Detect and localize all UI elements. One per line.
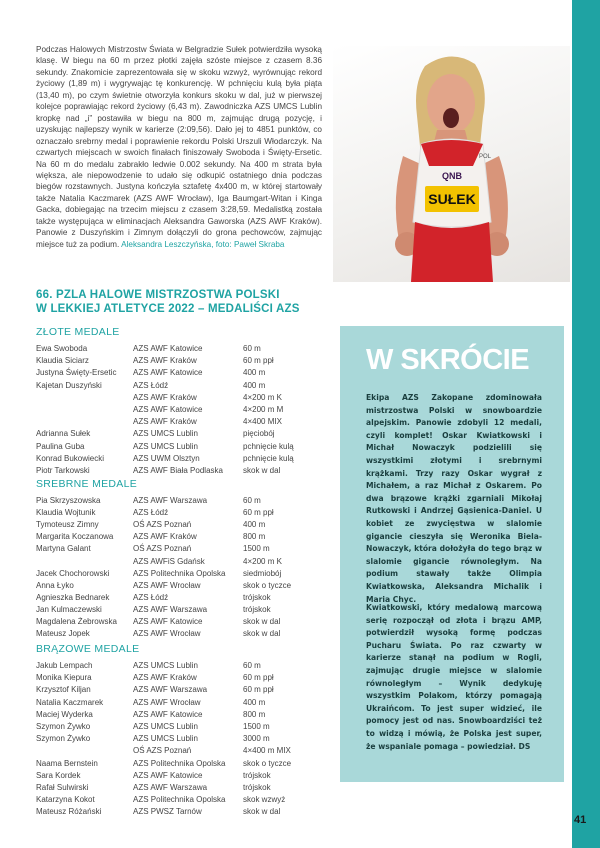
summary-paragraph-2: Kwiatkowski, który medalową marcową serię rozpoczął od złota i brązu AMP, potwierdził wysoką formę podczas Pucharu Świata. Po raz czwarty w karierze stanął na podium w Rogli, zajmując drugie miejsce w slalomie równoległym – Wynik dedykuję wszystkim Polakom, którzy pomagają Ukraińcom. To jest super widzieć, ile pomocy jest od nas. Snowboardziści też to widzą i mówią, że Polska jest super, że wspaniale pomaga – powiedział. DS [366, 603, 542, 751]
club-name: AZS UMCS Lublin [133, 734, 198, 744]
event-name: skok w dal [243, 807, 281, 817]
club-name: AZS Łódź [133, 508, 169, 518]
summary-title: W SKRÓCIE [366, 344, 530, 376]
athlete-name: Pia Skrzyszowska [36, 496, 101, 505]
event-name: 1500 m [243, 722, 270, 731]
club-name: AZS AWF Katowice [133, 405, 203, 414]
club-name: AZS Łódź [133, 380, 169, 390]
club-name: AZS UMCS Lublin [133, 429, 198, 439]
club-name: AZS AWF Wrocław [133, 697, 201, 707]
bronze-heading: BRĄZOWE MEDALE [36, 643, 140, 655]
event-name: trójskok [243, 770, 271, 780]
club-name: AZS AWF Warszawa [133, 783, 208, 792]
event-name: trójskok [243, 783, 271, 792]
club-name: AZS Łódź [133, 592, 169, 602]
club-name: AZS UMCS Lublin [133, 661, 198, 670]
club-name: AZS AWF Katowice [133, 709, 203, 719]
event-name: 400 m [243, 380, 266, 390]
athlete-name: Konrad Bukowiecki [36, 453, 105, 463]
event-name: skok w dal [243, 629, 281, 639]
club-name: AZS AWF Katowice [133, 344, 203, 353]
athlete-name: Natalia Kaczmarek [36, 697, 104, 707]
results-title-line1: 66. PZLA HALOWE MISTRZOSTWA POLSKI [36, 289, 280, 301]
athlete-name: Klaudia Siciarz [36, 356, 89, 366]
club-name: AZS UMCS Lublin [133, 722, 198, 731]
club-name: AZS AWF Kraków [133, 532, 197, 542]
club-name: OŚ AZS Poznań [133, 746, 192, 756]
results-title-line2: W LEKKIEJ ATLETYCE 2022 – MEDALIŚCI AZS [36, 303, 300, 315]
club-name: AZS AWF Kraków [133, 417, 197, 427]
club-name: AZS Politechnika Opolska [133, 568, 226, 578]
athlete-name: Magdalena Żebrowska [36, 617, 117, 626]
results-title [36, 288, 336, 316]
event-name: 60 m [243, 661, 261, 670]
athlete-name: Krzysztof Kiljan [36, 685, 91, 695]
athlete-name: Mateusz Jopek [36, 629, 90, 639]
event-name: skok w dal [243, 466, 281, 475]
athlete-name: Piotr Tarkowski [36, 466, 90, 475]
event-name: skok o tyczce [243, 758, 292, 768]
event-name: 60 m ppł [243, 508, 274, 518]
club-name: OŚ AZS Poznań [133, 520, 192, 530]
athlete-name: Sara Kordek [36, 770, 81, 780]
bib-name: SUŁEK [428, 191, 476, 207]
event-name: trójskok [243, 592, 271, 602]
athlete-name: Naama Bernstein [36, 758, 98, 768]
athlete-name: Rafał Sulwirski [36, 783, 89, 792]
athlete-name: Monika Kiepura [36, 673, 92, 683]
summary-paragraph-1: Ekipa AZS Zakopane zdominowała mistrzostwa Polski w snowboardzie alpejskim. Panowie zdobyli 12 medali, czyli komplet! Oskar Kwiatkowski i Michał Nowaczyk podzielili się wszystkimi złotymi i srebrnymi krążkami. Trzy razy Oskar wygrał z Michałem, a raz Michał z Oskarem. Po dwa brązowe krążki zgarniali Mikołaj Rutkowski i Andrzej Gąsienica-Daniel. U kobiet ze zwycięstwa w slalomie gigancie cieszyła się Weronika Biela-Nowaczyk, która dołożyła do tego brąz w slalomie gigancie równoległym. Na podium stawały także Olimpia Kwiatkowska, Aleksandra Michalik i Maria Chyc. [366, 393, 542, 604]
athlete-name: Tymoteusz Zimny [36, 520, 99, 530]
photo-caption: Aleksandra Leszczyńska, foto: Paweł Skraba [121, 239, 285, 249]
athlete-name: Szymon Żywko [36, 734, 91, 744]
event-name: skok w dal [243, 617, 281, 626]
club-name: AZS AWF Katowice [133, 770, 203, 780]
club-name: AZS AWF Warszawa [133, 496, 208, 505]
athlete-name: Jacek Chochorowski [36, 568, 110, 578]
event-name: 60 m [243, 496, 261, 505]
event-name: skok o tyczce [243, 580, 292, 590]
club-name: AZS AWF Wrocław [133, 580, 201, 590]
athlete-name: Kajetan Duszyński [36, 380, 102, 390]
athlete-name: Katarzyna Kokot [36, 795, 95, 805]
event-name: pięciobój [243, 429, 275, 439]
athlete-name: Mateusz Różański [36, 807, 102, 817]
event-name: 4×200 m K [243, 392, 282, 402]
intro-text: Podczas Halowych Mistrzostw Świata w Belgradzie Sułek potwierdziła wysoką klasę. W biegu na 60 m przez płotki zajęła szóste miejsce z czasem 8.36 sekundy. Znakomicie zaprezentowała się w skoku wzwyż, wyrównując rekord życiowy (1,89 m) i wygrywając tę konkurencję. W pchnięciu kulą była piąta (13,40 m), po czym świetnie otworzyła konkurs skoku w dal, już w pierwszej kolejce poprawiając rekord życiowy (6,43 m). Zawodniczka AZS UMCS Lublin kropkę nad „i” postawiła w biegu na 800 m, zajmując drugą pozycję, i uzyskując najlepszy wynik w karierze (2:09,56). Dało jej to 4851 punktów, co oznaczało srebrny medal i poprawienie rekordu Polski Urszuli Włodarczyk. Na czwartych miejscach w swoich finałach finiszowały Swoboda i Święty-Ersetic. Na 60 m do medalu zabrakło ledwie 0.002 sekundy. Na 400 m strata była większa, ale niepowodzenie to udało się odkupić ostatniego dnia podczas biegów rozstawnych. Justyna kończyła sztafetę 4x400 m, w której startowały także Natalia Kaczmarek (AZS AWF Wrocław), Iga Baumgart-Witan i Kinga Gacka, dobiegając na trzecim miejscu z czasem 3:28,59. Medalistką została także występująca w eliminacjach Aleksandra Gaworska (AZS AWF Kraków). Panowie z Duszyńskim i Zimnym dołączyli do grona pechowców, zajmując miejsce tuż za podium. [36, 45, 322, 249]
event-name: 3000 m [243, 734, 270, 744]
summary-box [340, 326, 564, 782]
club-name: AZS AWF Katowice [133, 617, 203, 626]
athlete-name: Adrianna Sułek [36, 429, 91, 439]
event-name: 400 m [243, 697, 266, 707]
event-name: skok wzwyż [243, 795, 286, 805]
event-name: 4×200 m M [243, 405, 284, 414]
event-name: 4×200 m K [243, 556, 282, 566]
club-name: AZS UWM Olsztyn [133, 453, 200, 463]
club-name: AZS AWFiS Gdańsk [133, 556, 205, 566]
athlete-name: Szymon Żywko [36, 722, 91, 731]
athlete-name: Jan Kulmaczewski [36, 604, 102, 614]
event-name: 60 m [243, 344, 261, 353]
club-name: AZS UMCS Lublin [133, 441, 198, 451]
athlete-name: Ewa Swoboda [36, 344, 88, 353]
silver-heading: SREBRNE MEDALE [36, 478, 138, 490]
gold-heading: ZŁOTE MEDALE [36, 326, 120, 338]
event-name: 60 m ppł [243, 673, 274, 683]
athlete-name: Anna Łyko [36, 580, 74, 590]
event-name: 4×400 m MIX [243, 746, 291, 756]
side-stripe [572, 0, 600, 848]
club-name: AZS Politechnika Opolska [133, 758, 226, 768]
athlete-name: Paulina Guba [36, 441, 85, 451]
club-name: AZS AWF Wrocław [133, 629, 201, 639]
bib-sponsor: QNB [442, 171, 462, 181]
event-name: pchnięcie kulą [243, 453, 294, 463]
event-name: 400 m [243, 368, 266, 378]
country-code: POL [479, 154, 492, 160]
athlete-name: Maciej Wyderka [36, 709, 93, 719]
club-name: AZS PWSZ Tarnów [133, 807, 202, 817]
club-name: OŚ AZS Poznań [133, 544, 192, 554]
athlete-name: Agnieszka Bednarek [36, 592, 110, 602]
event-name: 1500 m [243, 544, 270, 554]
event-name: trójskok [243, 604, 271, 614]
club-name: AZS AWF Kraków [133, 392, 197, 402]
athlete-photo [333, 46, 570, 282]
event-name: 60 m ppł [243, 356, 274, 366]
event-name: 4×400 MIX [243, 417, 282, 427]
athlete-name: Klaudia Wojtunik [36, 508, 96, 518]
event-name: 60 m ppł [243, 685, 274, 695]
club-name: AZS AWF Warszawa [133, 685, 208, 695]
club-name: AZS AWF Warszawa [133, 604, 208, 614]
club-name: AZS AWF Kraków [133, 356, 197, 366]
athlete-name: Jakub Lempach [36, 661, 93, 670]
event-name: siedmiobój [243, 568, 282, 578]
club-name: AZS AWF Biała Podlaska [133, 466, 223, 475]
event-name: 800 m [243, 532, 266, 542]
club-name: AZS AWF Kraków [133, 673, 197, 683]
intro-article [36, 44, 322, 250]
event-name: pchnięcie kulą [243, 441, 294, 451]
athlete-name: Justyna Święty-Ersetic [36, 368, 117, 378]
event-name: 800 m [243, 709, 266, 719]
page-number: 41 [574, 814, 587, 826]
athlete-name: Margarita Koczanowa [36, 532, 114, 542]
event-name: 400 m [243, 520, 266, 530]
athlete-name: Martyna Galant [36, 544, 91, 554]
club-name: AZS Politechnika Opolska [133, 795, 226, 805]
athlete-illustration [333, 46, 570, 282]
club-name: AZS AWF Katowice [133, 368, 203, 378]
